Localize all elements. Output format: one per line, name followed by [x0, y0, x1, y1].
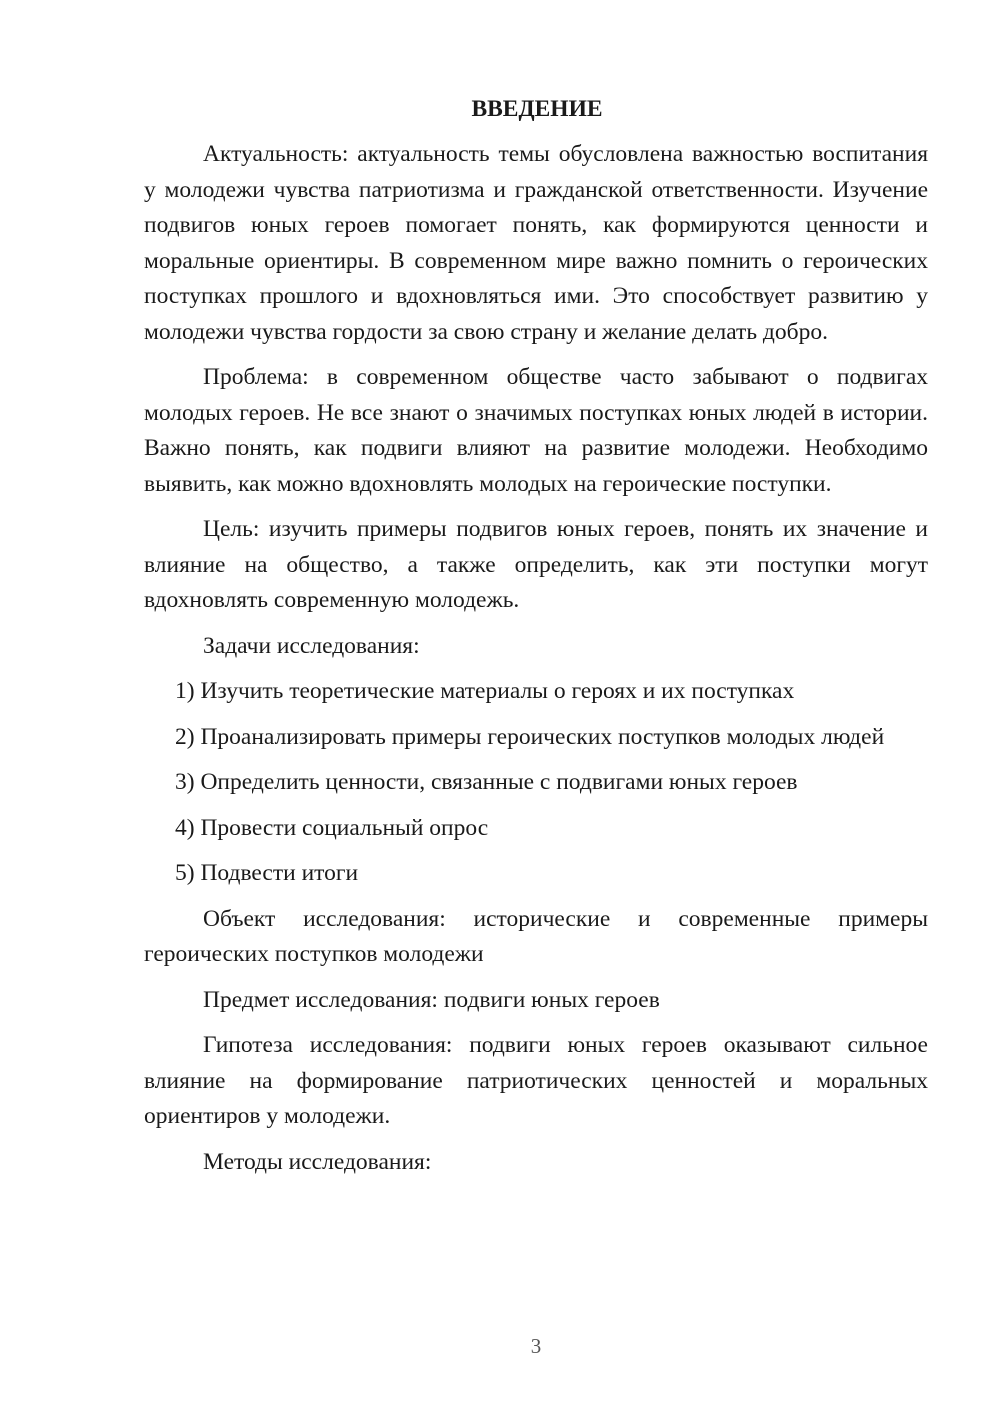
- page-number: 3: [530, 1334, 542, 1358]
- paragraph-goal: Цель: изучить примеры подвигов юных героев, понять их значение и влияние на общество, а также определить, как эти поступки могут вдохновлять современную молодежь.: [144, 516, 928, 613]
- paragraph-subject: Предмет исследования: подвиги юных героев: [203, 986, 660, 1013]
- paragraph-relevance: Актуальность: актуальность темы обусловлена важностью воспитания у молодежи чувства патриотизма и гражданской ответственности. Изучение подвигов юных героев помогает понять, как формируются ценности и моральные ориентиры. В современном мире важно помнить о героических поступках прошлого и вдохновляться ими. Это способствует развитию у молодежи чувства гордости за свою страну и желание делать добро.: [144, 141, 928, 345]
- paragraph-problem: Проблема: в современном обществе часто забывают о подвигах молодых героев. Не все знают о значимых поступках юных людей в истории. Важно понять, как подвиги влияют на развитие молодежи. Необходимо выявить, как можно вдохновлять молодых на героические поступки.: [144, 364, 928, 497]
- task-item-1: 1) Изучить теоретические материалы о героях и их поступках: [175, 678, 795, 704]
- paragraph-hypothesis: Гипотеза исследования: подвиги юных героев оказывают сильное влияние на формирование патриотических ценностей и моральных ориентиров у молодежи.: [144, 1032, 928, 1129]
- document-page: [144, 92, 928, 1190]
- task-item-2: 2) Проанализировать примеры героических поступков молодых людей: [175, 723, 885, 750]
- task-item-5: 5) Подвести итоги: [175, 860, 359, 886]
- task-item-4: 4) Провести социальный опрос: [175, 814, 489, 841]
- tasks-heading: Задачи исследования:: [203, 632, 420, 659]
- paragraph-object: Объект исследования: исторические и современные примеры героических поступков молодежи: [144, 905, 928, 967]
- page-title: ВВЕДЕНИЕ: [471, 96, 603, 122]
- methods-heading: Методы исследования:: [203, 1148, 432, 1175]
- task-item-3: 3) Определить ценности, связанные с подвигами юных героев: [175, 769, 798, 795]
